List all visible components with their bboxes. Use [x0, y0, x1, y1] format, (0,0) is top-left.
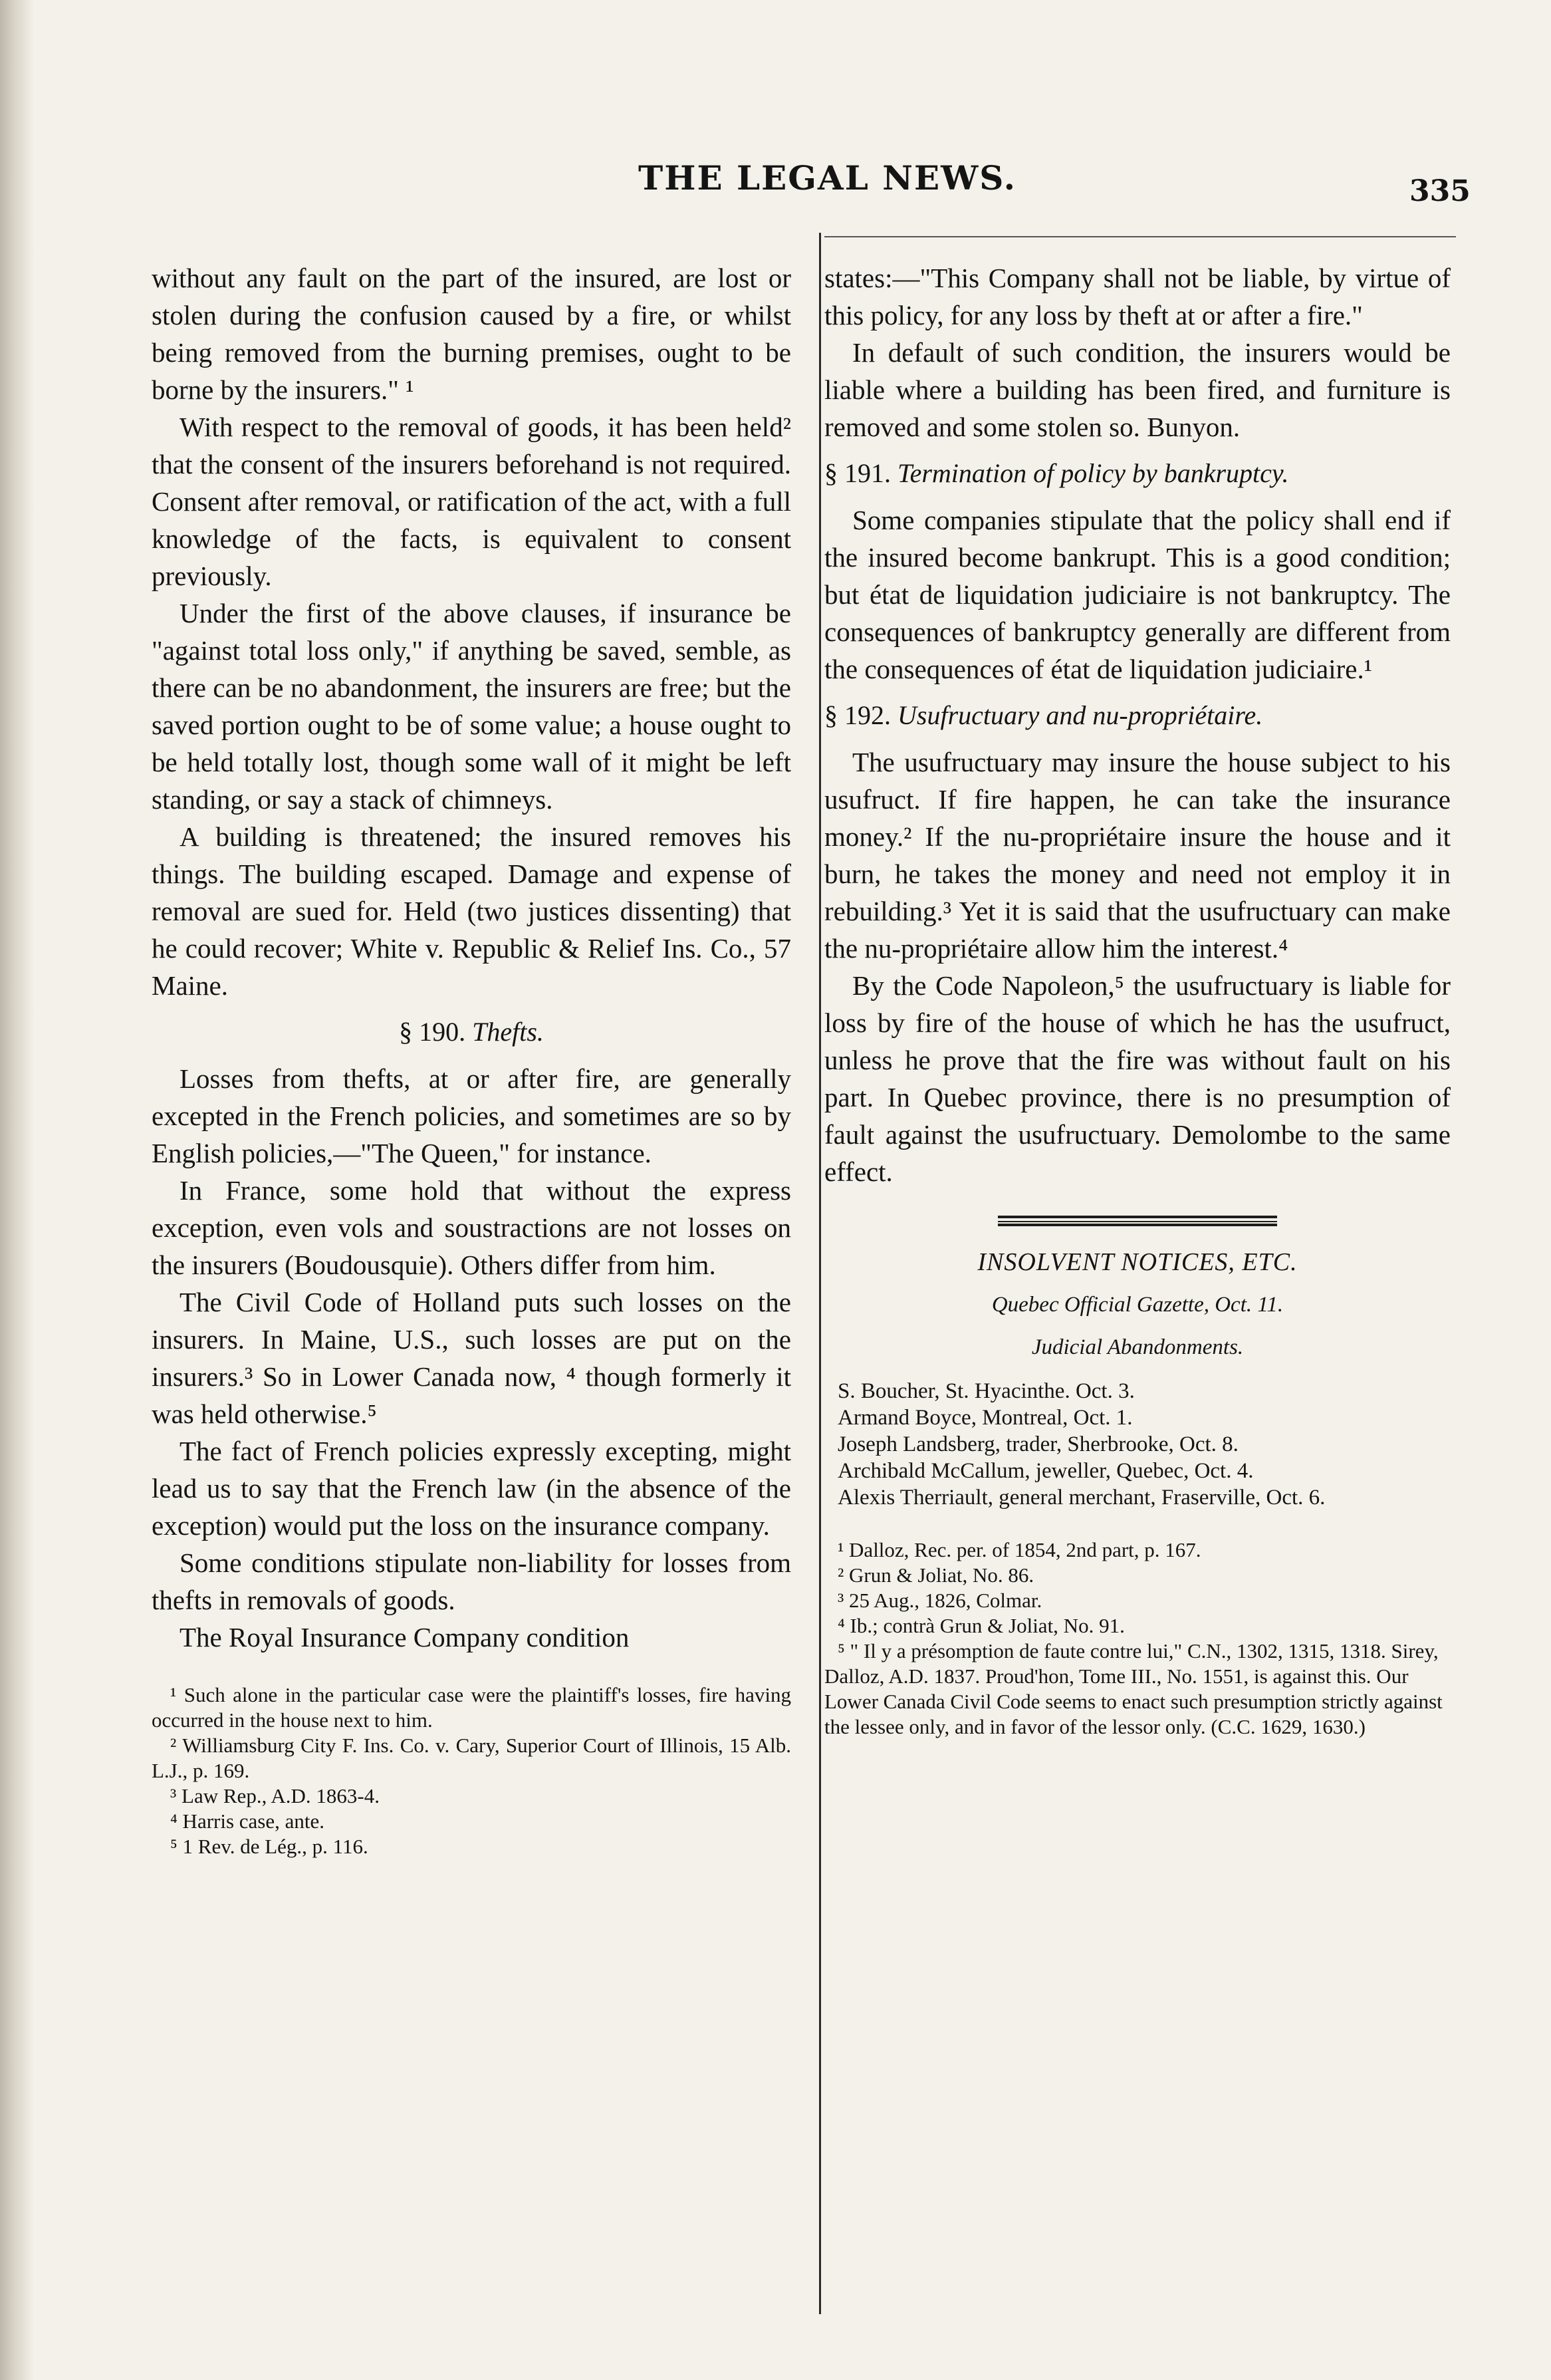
- paragraph: Losses from thefts, at or after fire, are generally excepted in the French policies, and sometimes are so by English policies,—"The Queen," for instance.: [152, 1063, 791, 1168]
- paragraph: Some conditions stipulate non-liability for losses from thefts in removals of goods.: [152, 1547, 791, 1615]
- paragraph: states:—"This Company shall not be liable, by virtue of this policy, for any loss by theft at or after a fire.": [824, 263, 1451, 331]
- footnote: ¹ Such alone in the particular case were the plaintiff's losses, fire having occurred in the house next to him.: [152, 1683, 791, 1732]
- footnote: ² Williamsburg City F. Ins. Co. v. Cary, Superior Court of Illinois, 15 Alb. L.J., p. 169.: [152, 1734, 791, 1782]
- list-item: Archibald McCallum, jeweller, Quebec, Oct. 4.: [838, 1459, 1254, 1483]
- notices-subtitle: Judicial Abandonments.: [1031, 1335, 1244, 1359]
- header-rule: [824, 236, 1456, 237]
- page-number: 335: [1409, 174, 1471, 208]
- page-edge-stain: [0, 0, 35, 2380]
- section-divider: [998, 1216, 1277, 1226]
- list-item: Joseph Landsberg, trader, Sherbrooke, Oct. 8.: [838, 1432, 1239, 1456]
- footnote: ³ 25 Aug., 1826, Colmar.: [838, 1589, 1042, 1612]
- paragraph: The fact of French policies expressly excepting, might lead us to say that the French law (in the absence of the exception) would put the loss on the insurance company.: [152, 1436, 791, 1541]
- list-item: Armand Boyce, Montreal, Oct. 1.: [838, 1406, 1133, 1430]
- paragraph: In default of such condition, the insurers would be liable where a building has been fired, and furniture is removed and some stolen so. Bunyon.: [824, 337, 1451, 442]
- list-item: S. Boucher, St. Hyacinthe. Oct. 3.: [838, 1379, 1135, 1403]
- list-item: Alexis Therriault, general merchant, Fraserville, Oct. 6.: [838, 1486, 1326, 1510]
- left-footnotes: [152, 1682, 791, 1859]
- paragraph: The Royal Insurance Company condition: [179, 1622, 630, 1653]
- section-title: Termination of policy by bankruptcy.: [897, 458, 1289, 488]
- notices-title: INSOLVENT NOTICES, ETC.: [977, 1248, 1298, 1276]
- section-heading-190: [152, 1013, 791, 1051]
- paragraph: without any fault on the part of the insured, are lost or stolen during the confusion caused by a fire, or whilst being removed from the burning premises, ought to be borne by the insurers." ¹: [152, 263, 791, 405]
- notices-list: [824, 1378, 1451, 1511]
- footnote: ³ Law Rep., A.D. 1863-4.: [170, 1784, 380, 1807]
- section-number: § 191.: [824, 458, 891, 488]
- section-title: Usufructuary and nu-propriétaire.: [897, 700, 1263, 730]
- section-number: § 192.: [824, 700, 891, 730]
- paragraph: With respect to the removal of goods, it has been held² that the consent of the insurers beforehand is not required. Consent after removal, or ratification of the act, with a full knowledge of the facts, is equivalent to consent previously.: [152, 412, 791, 591]
- footnote: ⁴ Harris case, ante.: [170, 1809, 325, 1833]
- section-number: § 190.: [399, 1017, 466, 1047]
- footnote: ⁵ " Il y a présomption de faute contre lui," C.N., 1302, 1315, 1318. Sirey, Dalloz, A.D. 1837. Proud'hon, Tome III., No. 1551, is against this. Our Lower Canada Civil Code seems to enact such presumption strictly against the lessee only, and in favor of the lessor only. (C.C. 1629, 1630.): [824, 1639, 1443, 1738]
- section-heading-191: [824, 455, 1451, 492]
- footnote: ² Grun & Joliat, No. 86.: [838, 1563, 1034, 1587]
- paragraph: Under the first of the above clauses, if insurance be "against total loss only," if anything be saved, semble, as there can be no abandonment, the insurers are free; but the saved portion ought to be of some value; a house ought to be held totally lost, though some wall of it might be left standing, or say a stack of chimneys.: [152, 598, 791, 815]
- paragraph: A building is threatened; the insured removes his things. The building escaped. Damage and expense of removal are sued for. Held (two justices dissenting) that he could recover; White v. Republic & Relief Ins. Co., 57 Maine.: [152, 821, 791, 1001]
- notices-gazette: Quebec Official Gazette, Oct. 11.: [991, 1293, 1284, 1317]
- column-divider: [819, 233, 821, 2314]
- left-column: [152, 259, 791, 1859]
- footnote: ⁵ 1 Rev. de Lég., p. 116.: [170, 1835, 368, 1858]
- section-heading-192: [824, 697, 1451, 734]
- footnote: ¹ Dalloz, Rec. per. of 1854, 2nd part, p. 167.: [838, 1538, 1201, 1561]
- section-title: Thefts.: [472, 1017, 544, 1047]
- right-column: [824, 259, 1451, 1740]
- footnote: ⁴ Ib.; contrà Grun & Joliat, No. 91.: [838, 1614, 1125, 1637]
- page-title: THE LEGAL NEWS.: [638, 158, 1016, 198]
- paragraph: By the Code Napoleon,⁵ the usufructuary is liable for loss by fire of the house of which he has the usufruct, unless he prove that the fire was without fault on his part. In Quebec province, there is no presumption of fault against the usufructuary. Demolombe to the same effect.: [824, 970, 1451, 1187]
- right-footnotes: [824, 1537, 1451, 1740]
- paragraph: Some companies stipulate that the policy shall end if the insured become bankrupt. This is a good condition; but état de liquidation judiciaire is not bankruptcy. The consequences of bankruptcy generally are different from the consequences of état de liquidation judiciaire.¹: [824, 505, 1451, 684]
- paragraph: The Civil Code of Holland puts such losses on the insurers. In Maine, U.S., such losses are put on the insurers.³ So in Lower Canada now, ⁴ though formerly it was held otherwise.⁵: [152, 1287, 791, 1429]
- paragraph: In France, some hold that without the express exception, even vols and soustractions are not losses on the insurers (Boudousquie). Others differ from him.: [152, 1175, 791, 1280]
- paragraph: The usufructuary may insure the house subject to his usufruct. If fire happen, he can take the insurance money.² If the nu-propriétaire insure the house and it burn, he takes the money and need not employ it in rebuilding.³ Yet it is said that the usufructuary can make the nu-propriétaire allow him the interest.⁴: [824, 747, 1451, 964]
